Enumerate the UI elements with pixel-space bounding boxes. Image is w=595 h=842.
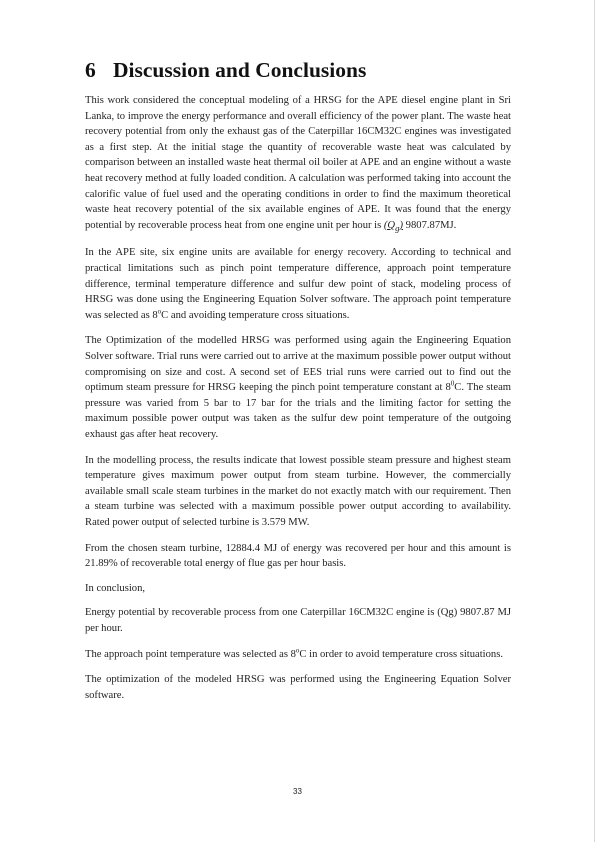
paragraph-text: C and avoiding temperature cross situations. xyxy=(161,309,350,321)
chapter-title: Discussion and Conclusions xyxy=(113,58,367,82)
paragraph-text: The approach point temperature was selected as 8 xyxy=(85,648,296,660)
paragraph-modelling-results: In the modelling process, the results indicate that lowest possible steam pressure and highest steam temperature gives maximum power output from steam turbine. However, the commercially available small scale steam turbines in the market do not exactly match with our requirement. Then a steam turbine was selected with a maximum possible power output according to availability. Rated power output of selected turbine is 3.579 MW. xyxy=(85,454,511,528)
chapter-number: 6 xyxy=(85,58,96,82)
degree-superscript: o xyxy=(295,645,300,654)
paragraph-conclusion-energy: Energy potential by recoverable process from one Caterpillar 16CM32C engine is (Qg) 9807.87 MJ per hour. xyxy=(85,607,511,634)
chapter-heading xyxy=(85,57,515,83)
paragraph-conclusion-lead: In conclusion, xyxy=(85,582,146,594)
paragraph-introduction xyxy=(85,93,511,236)
q-subscript: g xyxy=(395,222,400,233)
degree-superscript: o xyxy=(157,307,162,316)
q-letter: Q xyxy=(387,219,396,231)
paragraph-recovered-energy: From the chosen steam turbine, 12884.4 MJ of energy was recovered per hour and this amount is 21.89% of recoverable total energy of flue gas per hour basis. xyxy=(85,542,511,570)
q-open-paren: ( xyxy=(383,219,388,231)
paragraph-optimization xyxy=(85,333,511,442)
paragraph-text: In the APE site, six engine units are available for energy recovery. According to technical and practical limitations such as pinch point temperature difference, approach point temperature difference, terminal temperature difference and sulfur dew point of stack, modeling process of HRSG was done using the Engineering Equation Solver software. The approach point temperature was selected as 8 xyxy=(85,247,511,321)
paragraph-text: C in order to avoid temperature cross situations. xyxy=(299,648,503,660)
degree-superscript: 0 xyxy=(450,379,455,388)
paragraph-text: This work considered the conceptual modeling of a HRSG for the APE diesel engine plant in Sri Lanka, to improve the energy performance and overall efficiency of the power plant. The waste heat recovery potential from only the exhaust gas of the Caterpillar 16CM32C engines was investigated as a first step. At the initial stage the quantity of recoverable waste heat was calculated by comparison between an installed waste heat thermal oil boiler at APE and an engine without a waste heat recovery method at fully loaded condition. A calculation was performed taking into account the calorific value of fuel used and the operating conditions in order to find the maximum theoretical waste heat recovery potential of the six available engines of APE. It was found that the energy potential by recoverable process heat from one engine unit per hour is xyxy=(85,95,511,231)
q-close-paren: ) xyxy=(399,219,404,231)
paragraph-text: C. The steam pressure was varied from 5 bar to 17 bar for the trials and the limiting factor for setting the maximum possible power output was taken as the sulfur dew point temperature of the outgoing exhaust gas after heat recovery. xyxy=(85,382,512,440)
paragraph-text: 9807.87MJ. xyxy=(403,219,457,231)
paragraph-conclusion-approach xyxy=(85,647,511,663)
body-text xyxy=(85,93,511,714)
paragraph-text: The Optimization of the modelled HRSG was performed using again the Engineering Equation Solver software. Trial runs were carried out to arrive at the maximum possible power output without compromising on size and cost. A second set of EES trial runs were carried out to find out the optimum steam pressure for HRSG keeping the pinch point temperature constant at 8 xyxy=(85,335,511,394)
paragraph-conclusion-optimization: The optimization of the modeled HRSG was performed using the Engineering Equation Solver software. xyxy=(85,674,511,701)
qg-symbol xyxy=(384,220,403,231)
page-number: 33 xyxy=(293,787,302,796)
paragraph-site-modeling xyxy=(85,245,511,323)
